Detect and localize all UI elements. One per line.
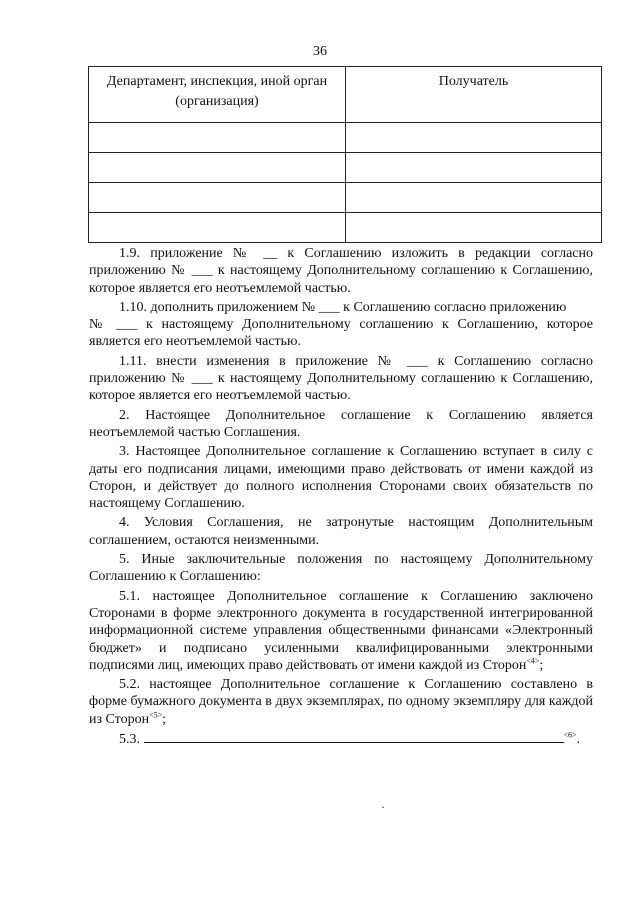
clause-5-2-text: 5.2. настоящее Дополнительное соглашение к Соглашению составлено в форме бумажного документа в двух экземплярах, по одному экземпляру для каждой из Сторон [89, 677, 593, 727]
clause-1-11: 1.11. внести изменения в приложение № ___ к Соглашению согласно приложению № ___ к настоящему Дополнительному соглашению к Соглашению, которое является его неотъемлемой частью. [89, 353, 593, 404]
table-cell [346, 183, 602, 213]
clause-3: 3. Настоящее Дополнительное соглашение к Соглашению вступает в силу с даты его подписания лицами, имеющими право действовать от имени каждой из Сторон, и действует до полного исполнения Сторонами своих обязательств по настоящему Соглашению. [89, 444, 593, 512]
clause-1-9: 1.9. приложение № __ к Соглашению изложить в редакции согласно приложению № ___ к настоящему Дополнительному соглашению к Соглашению, которое является его неотъемлемой частью. [89, 246, 593, 296]
clause-5-2 [89, 676, 593, 728]
table-cell [346, 123, 602, 153]
document-body [89, 245, 593, 750]
table-cell [89, 213, 346, 243]
table-cell [89, 123, 346, 153]
scan-speck: · [381, 800, 385, 814]
fill-in-blank-line [144, 730, 564, 743]
clause-5-1-end: ; [539, 657, 544, 673]
clause-1-10-line1: 1.10. дополнить приложением № ___ к Соглашению согласно приложению [119, 299, 567, 315]
table-header-row [89, 67, 602, 123]
clause-4: 4. Условия Соглашения, не затронутые настоящим Дополнительным соглашением, остаются неизменными. [89, 515, 593, 548]
clause-5: 5. Иные заключительные положения по настоящему Дополнительному Соглашению к Соглашению: [89, 552, 593, 585]
clause-1-10-line2: № ___ к настоящему Дополнительному соглашению к Соглашению, которое является его неотъемлемой частью. [89, 317, 593, 350]
table-cell [89, 153, 346, 183]
footnote-ref-4: <4> [526, 656, 540, 666]
table-cell [89, 183, 346, 213]
table-cell [346, 213, 602, 243]
clause-5-3-label: 5.3. [119, 732, 140, 748]
recipients-table [88, 66, 602, 243]
table-row [89, 123, 602, 153]
clause-5-3 [89, 730, 593, 748]
clause-5-2-end: ; [162, 711, 167, 727]
department-column-header: Департамент, инспекция, иной орган (организация) [89, 67, 346, 123]
table-cell [346, 153, 602, 183]
clause-2: 2. Настоящее Дополнительное соглашение к Соглашению является неотъемлемой частью Соглашения. [89, 407, 593, 440]
clause-5-1 [89, 588, 593, 674]
clause-5-1-text: 5.1. настоящее Дополнительное соглашение к Соглашению заключено Сторонами в форме электронного документа в государственной интегрированной информационной системе управления общественными финансами «Электронный бюджет» и подписано усиленными квалифицированными электронными подписями лиц, имеющих право действовать от имени каждой из Сторон [89, 588, 593, 673]
page-number: 36 [313, 44, 327, 59]
recipient-column-header: Получатель [346, 67, 602, 123]
footnote-ref-6: <6> [563, 730, 577, 740]
footnote-ref-5: <5> [149, 710, 163, 720]
table-row [89, 183, 602, 213]
table-row [89, 213, 602, 243]
clause-5-3-end: . [576, 732, 581, 748]
table-row [89, 153, 602, 183]
